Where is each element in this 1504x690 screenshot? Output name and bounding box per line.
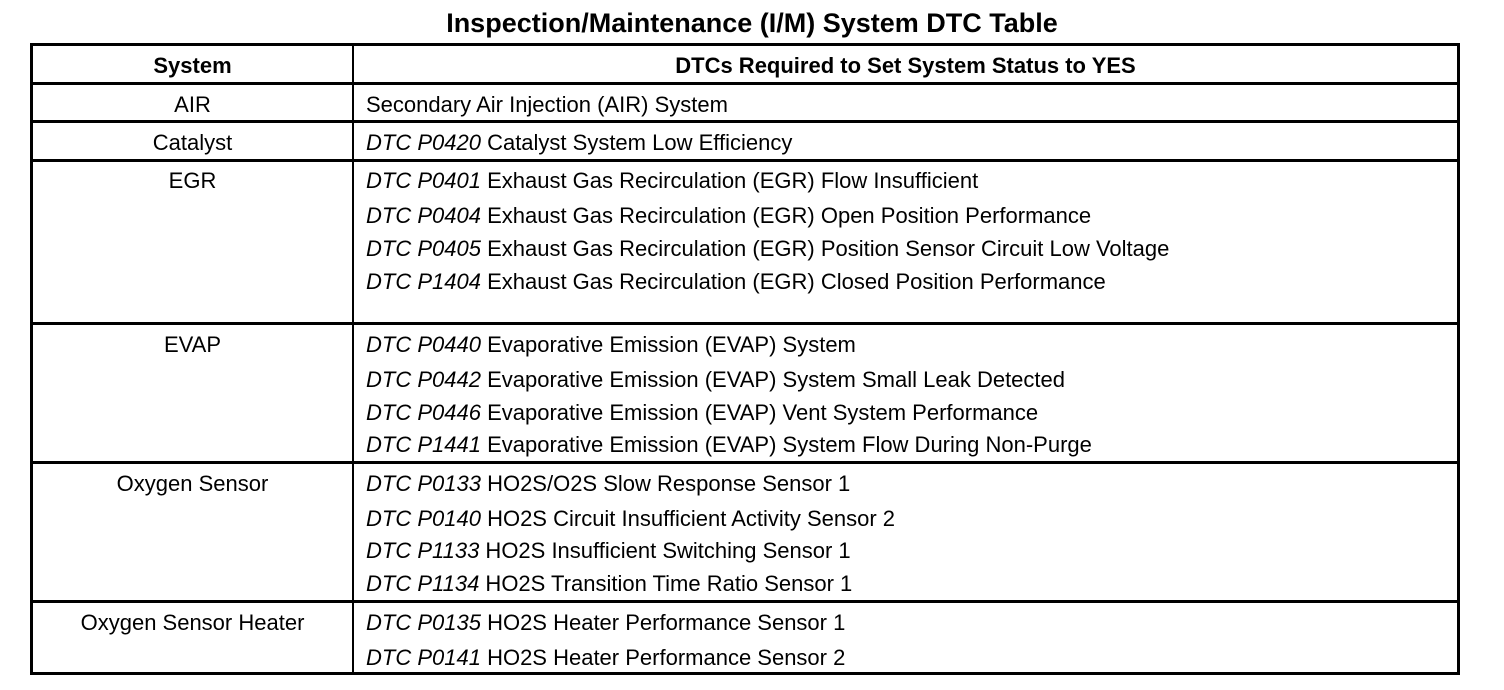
dtc-line xyxy=(366,332,856,358)
dtc-line xyxy=(366,571,852,597)
header-dtcs: DTCs Required to Set System Status to YES xyxy=(675,53,1136,78)
dtc-code: DTC P1133 xyxy=(366,538,480,563)
column-divider xyxy=(352,46,354,672)
dtc-code: DTC P0133 xyxy=(366,471,481,496)
dtc-description: HO2S/O2S Slow Response Sensor 1 xyxy=(480,471,851,496)
dtc-description: HO2S Insufficient Switching Sensor 1 xyxy=(479,538,851,563)
dtc-code: DTC P0401 xyxy=(366,168,481,193)
dtc-code: DTC P0135 xyxy=(366,610,481,635)
system-cell-air: AIR xyxy=(174,92,211,117)
dtc-description: Evaporative Emission (EVAP) System Small Leak Detected xyxy=(480,367,1065,392)
dtc-table xyxy=(30,43,1460,675)
dtc-line xyxy=(366,645,845,671)
dtc-description: Catalyst System Low Efficiency xyxy=(480,130,793,155)
dtc-description: Evaporative Emission (EVAP) System Flow During Non-Purge xyxy=(480,432,1092,457)
dtc-code: DTC P0140 xyxy=(366,506,481,531)
row-divider xyxy=(33,159,1457,162)
dtc-line xyxy=(366,168,978,194)
dtc-description: HO2S Circuit Insufficient Activity Sensor 2 xyxy=(480,506,896,531)
dtc-description: Exhaust Gas Recirculation (EGR) Closed Position Performance xyxy=(480,269,1106,294)
system-cell-evap: EVAP xyxy=(163,332,222,357)
dtc-description: Exhaust Gas Recirculation (EGR) Open Position Performance xyxy=(480,203,1092,228)
dtc-code: DTC P0404 xyxy=(366,203,481,228)
dtc-line xyxy=(366,610,845,636)
dtc-line xyxy=(366,236,1169,262)
dtc-line xyxy=(366,400,1038,426)
dtc-code: DTC P0446 xyxy=(366,400,481,425)
dtc-description: Evaporative Emission (EVAP) System xyxy=(480,332,856,357)
dtc-line xyxy=(366,92,728,118)
dtc-description: HO2S Heater Performance Sensor 1 xyxy=(480,610,846,635)
dtc-line xyxy=(366,269,1106,295)
dtc-line xyxy=(366,130,792,156)
system-cell-catalyst: Catalyst xyxy=(152,130,233,155)
dtc-description: HO2S Heater Performance Sensor 2 xyxy=(480,645,846,670)
dtc-line xyxy=(366,538,851,564)
dtc-description: Exhaust Gas Recirculation (EGR) Flow Insufficient xyxy=(480,168,979,193)
dtc-line xyxy=(366,432,1092,458)
dtc-line xyxy=(366,471,850,497)
row-divider xyxy=(33,120,1457,123)
system-cell-egr: EGR xyxy=(168,168,217,193)
dtc-line xyxy=(366,367,1065,393)
row-divider xyxy=(33,600,1457,603)
dtc-description: Evaporative Emission (EVAP) Vent System Performance xyxy=(480,400,1039,425)
header-system: System xyxy=(153,53,232,78)
system-cell-oxygen-sensor-heater: Oxygen Sensor Heater xyxy=(80,610,305,635)
page-title: Inspection/Maintenance (I/M) System DTC Table xyxy=(446,8,1058,38)
dtc-code: DTC P1404 xyxy=(366,269,481,294)
dtc-code: DTC P1441 xyxy=(366,432,481,457)
row-divider xyxy=(33,82,1457,85)
row-divider xyxy=(33,322,1457,325)
dtc-code: DTC P0440 xyxy=(366,332,481,357)
dtc-description: HO2S Transition Time Ratio Sensor 1 xyxy=(479,571,853,596)
dtc-line xyxy=(366,203,1091,229)
dtc-code: DTC P0442 xyxy=(366,367,481,392)
dtc-code: DTC P0405 xyxy=(366,236,481,261)
dtc-code: DTC P0420 xyxy=(366,130,481,155)
dtc-code: DTC P0141 xyxy=(366,645,481,670)
dtc-description: Secondary Air Injection (AIR) System xyxy=(366,92,728,117)
system-cell-oxygen-sensor: Oxygen Sensor xyxy=(116,471,269,496)
dtc-line xyxy=(366,506,895,532)
dtc-code: DTC P1134 xyxy=(366,571,480,596)
row-divider xyxy=(33,461,1457,464)
dtc-description: Exhaust Gas Recirculation (EGR) Position Sensor Circuit Low Voltage xyxy=(480,236,1170,261)
